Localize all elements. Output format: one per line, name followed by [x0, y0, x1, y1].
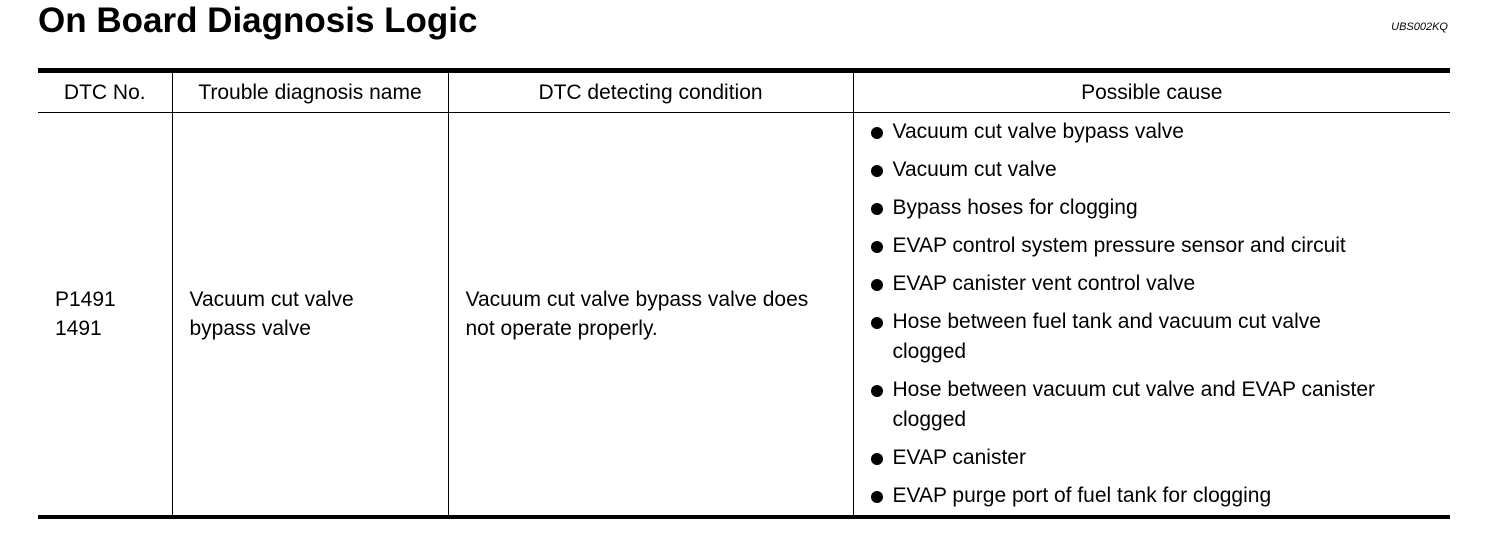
- list-item: [869, 193, 1451, 223]
- cause-text: EVAP canister: [892, 446, 1026, 469]
- cause-text: Vacuum cut valve: [892, 158, 1057, 181]
- bullet-icon: [871, 279, 883, 291]
- dtc-no-cell: [38, 113, 172, 518]
- column-header-possible-cause: Possible cause: [853, 71, 1450, 113]
- bullet-icon: [871, 241, 883, 253]
- dtc-code-line: P1491: [55, 288, 116, 311]
- dtc-table: [38, 68, 1450, 519]
- list-item: [869, 375, 1451, 435]
- list-item: [869, 269, 1451, 299]
- bullet-icon: [871, 127, 883, 139]
- bullet-icon: [871, 453, 883, 465]
- detecting-condition-cell: [448, 113, 853, 518]
- dtc-code-line: 1491: [55, 317, 102, 340]
- cause-text: EVAP control system pressure sensor and circuit: [892, 234, 1346, 257]
- possible-cause-cell: [853, 113, 1450, 518]
- list-item: [869, 117, 1451, 147]
- bullet-icon: [871, 165, 883, 177]
- column-header-trouble-diagnosis-name: Trouble diagnosis name: [172, 71, 448, 113]
- diagnosis-name-cell: [172, 113, 448, 518]
- list-item: [869, 443, 1451, 473]
- diagnosis-name-line: Vacuum cut valve: [189, 288, 354, 311]
- list-item: [869, 231, 1451, 261]
- condition-line: not operate properly.: [465, 317, 658, 340]
- table-header-row: [38, 71, 1450, 113]
- cause-text-continued: clogged: [892, 408, 967, 431]
- column-header-dtc-no: DTC No.: [38, 71, 172, 113]
- cause-text: EVAP purge port of fuel tank for clogging: [892, 484, 1272, 507]
- cause-text: Bypass hoses for clogging: [892, 196, 1138, 219]
- list-item: [869, 307, 1451, 367]
- cause-text: Hose between vacuum cut valve and EVAP canister: [892, 378, 1375, 401]
- cause-text: Hose between fuel tank and vacuum cut valve: [892, 310, 1321, 333]
- bullet-icon: [871, 203, 883, 215]
- bullet-icon: [871, 385, 883, 397]
- list-item: [869, 481, 1451, 511]
- page-title: On Board Diagnosis Logic: [38, 1, 478, 40]
- document-code: UBS002KQ: [1391, 21, 1448, 33]
- table-row: [38, 113, 1450, 518]
- bullet-icon: [871, 317, 883, 329]
- list-item: [869, 155, 1451, 185]
- cause-text: Vacuum cut valve bypass valve: [892, 120, 1184, 143]
- condition-line: Vacuum cut valve bypass valve does: [465, 288, 809, 311]
- cause-text-continued: clogged: [892, 340, 967, 363]
- column-header-detecting-condition: DTC detecting condition: [448, 71, 853, 113]
- possible-cause-list: [854, 113, 1451, 515]
- diagnosis-name-line: bypass valve: [189, 317, 311, 340]
- cause-text: EVAP canister vent control valve: [892, 272, 1196, 295]
- bullet-icon: [871, 491, 883, 503]
